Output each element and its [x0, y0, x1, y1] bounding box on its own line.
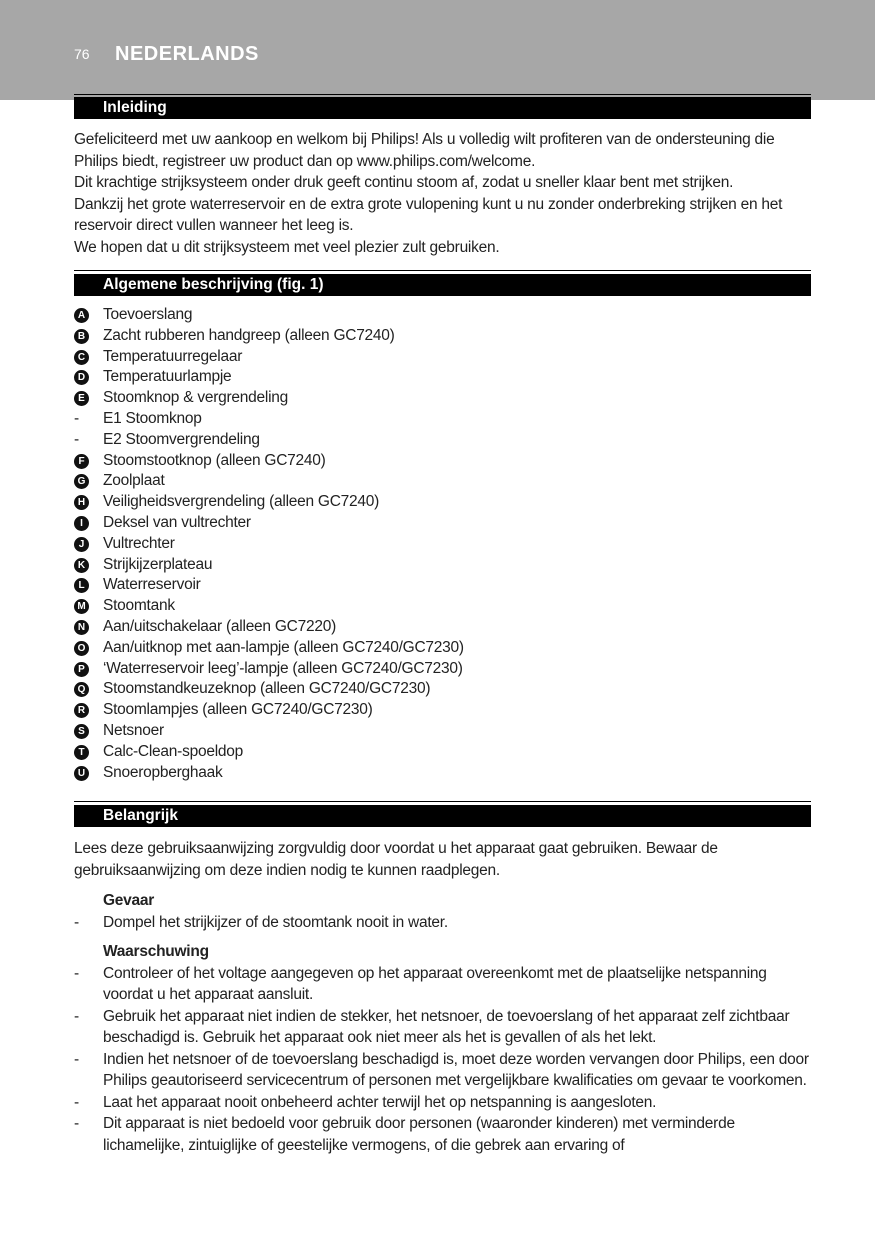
- list-item: [74, 492, 814, 513]
- part-label: Zacht rubberen handgreep (alleen GC7240): [103, 326, 395, 344]
- letter-badge-icon: T: [74, 745, 89, 760]
- list-item: [74, 1006, 814, 1049]
- part-label: Netsnoer: [103, 721, 164, 739]
- section-rule: [74, 801, 811, 802]
- list-item: [74, 700, 814, 721]
- letter-badge-icon: D: [74, 370, 89, 385]
- letter-badge-icon: H: [74, 495, 89, 510]
- part-label: Temperatuurlampje: [103, 368, 232, 386]
- dash-marker: -: [74, 1050, 79, 1068]
- letter-badge-icon: I: [74, 516, 89, 531]
- part-label: Snoeropberghaak: [103, 763, 223, 781]
- intro-paragraph: Gefeliciteerd met uw aankoop en welkom bij Philips! Als u volledig wilt profiteren van de ondersteuning die Philips biedt, registreer uw product dan op www.philips.com/welcome.: [74, 131, 775, 170]
- list-item: [74, 679, 814, 700]
- list-item: [74, 659, 814, 680]
- list-item: [74, 347, 814, 368]
- intro-paragraph: Dit krachtige strijksysteem onder druk geeft continu stoom af, zodat u sneller klaar bent met strijken.: [74, 174, 734, 191]
- danger-block: [74, 890, 814, 933]
- page-number: 76: [74, 46, 90, 62]
- parts-list: [74, 305, 814, 783]
- section-rule: [74, 94, 811, 95]
- part-label: Aan/uitknop met aan-lampje (alleen GC7240/GC7230): [103, 638, 464, 656]
- section-heading-intro: Inleiding: [74, 97, 811, 119]
- letter-badge-icon: F: [74, 454, 89, 469]
- part-label: Waterreservoir: [103, 576, 201, 594]
- section-heading-important: Belangrijk: [74, 805, 811, 827]
- dash-marker: -: [74, 430, 79, 448]
- list-item: [74, 1092, 814, 1114]
- list-item: [74, 430, 814, 451]
- list-item: [74, 575, 814, 596]
- item-text: Gebruik het apparaat niet indien de stekker, het netsnoer, de toevoerslang of het apparaat zelf zichtbaar beschadigd is. Gebruik het apparaat ook niet meer als het is gevallen of als het lekt.: [103, 1007, 790, 1046]
- intro-paragraph: Dankzij het grote waterreservoir en de extra grote vulopening kunt u nu zonder onderbreking strijken en het reservoir direct vullen wanneer het leeg is.: [74, 195, 783, 234]
- warning-block: [74, 941, 814, 1156]
- list-item: [74, 912, 814, 934]
- dash-marker: -: [74, 913, 79, 931]
- list-item: [74, 763, 814, 784]
- section-rule: [74, 270, 811, 271]
- list-item: [74, 388, 814, 409]
- part-label: ‘Waterreservoir leeg’-lampje (alleen GC7240/GC7230): [103, 659, 463, 677]
- dash-marker: -: [74, 964, 79, 982]
- list-item: [74, 1049, 814, 1092]
- item-text: Dit apparaat is niet bedoeld voor gebruik door personen (waaronder kinderen) met verminderde lichamelijke, zintuiglijke of geestelijke vermogens, of die gebrek aan ervaring of: [103, 1115, 735, 1154]
- part-label: Stoomstandkeuzeknop (alleen GC7240/GC7230): [103, 680, 431, 698]
- letter-badge-icon: K: [74, 558, 89, 573]
- letter-badge-icon: E: [74, 391, 89, 406]
- list-item: [74, 451, 814, 472]
- item-text: Controleer of het voltage aangegeven op het apparaat overeenkomt met de plaatselijke netspanning voordat u het apparaat aansluit.: [103, 964, 767, 1003]
- part-label: Stoomtank: [103, 597, 175, 615]
- letter-badge-icon: P: [74, 662, 89, 677]
- letter-badge-icon: Q: [74, 682, 89, 697]
- letter-badge-icon: J: [74, 537, 89, 552]
- list-item: [74, 1113, 814, 1156]
- list-item: [74, 534, 814, 555]
- letter-badge-icon: B: [74, 329, 89, 344]
- list-item: [74, 367, 814, 388]
- letter-badge-icon: U: [74, 766, 89, 781]
- list-item: [74, 409, 814, 430]
- letter-badge-icon: R: [74, 703, 89, 718]
- intro-text: [74, 129, 814, 258]
- letter-badge-icon: A: [74, 308, 89, 323]
- intro-paragraph: We hopen dat u dit strijksysteem met veel plezier zult gebruiken.: [74, 238, 500, 256]
- part-label: Stoomlampjes (alleen GC7240/GC7230): [103, 701, 373, 719]
- part-label: Stoomstootknop (alleen GC7240): [103, 451, 326, 469]
- dash-marker: -: [74, 1115, 79, 1132]
- item-text: Laat het apparaat nooit onbeheerd achter terwijl het op netspanning is aangesloten.: [103, 1093, 657, 1111]
- part-label: Zoolplaat: [103, 472, 165, 490]
- list-item: [74, 742, 814, 763]
- dash-marker: -: [74, 1093, 79, 1111]
- part-label: Toevoerslang: [103, 306, 193, 323]
- warning-title: Waarschuwing: [103, 943, 209, 960]
- letter-badge-icon: N: [74, 620, 89, 635]
- section-heading-description: Algemene beschrijving (fig. 1): [74, 274, 811, 296]
- list-item: [74, 638, 814, 659]
- list-item: [74, 617, 814, 638]
- letter-badge-icon: M: [74, 599, 89, 614]
- important-intro: Lees deze gebruiksaanwijzing zorgvuldig door voordat u het apparaat gaat gebruiken. Bewaar de gebruiksaanwijzing om deze indien nodig te kunnen raadplegen.: [74, 840, 718, 879]
- part-label: E1 Stoomknop: [103, 409, 202, 427]
- letter-badge-icon: O: [74, 641, 89, 656]
- list-item: [74, 555, 814, 576]
- list-item: [74, 963, 814, 1006]
- part-label: Vultrechter: [103, 534, 175, 552]
- warning-list: [74, 963, 814, 1157]
- part-label: Calc-Clean-spoeldop: [103, 742, 243, 760]
- dash-marker: -: [74, 1007, 79, 1025]
- language-title: NEDERLANDS: [115, 43, 259, 65]
- part-label: Deksel van vultrechter: [103, 513, 251, 531]
- list-item: [74, 596, 814, 617]
- list-item: [74, 326, 814, 347]
- dash-marker: -: [74, 409, 79, 427]
- part-label: Aan/uitschakelaar (alleen GC7220): [103, 617, 336, 635]
- danger-list: [74, 912, 814, 934]
- list-item: [74, 305, 814, 326]
- list-item: [74, 513, 814, 534]
- item-text: Dompel het strijkijzer of de stoomtank nooit in water.: [103, 913, 448, 931]
- part-label: Stoomknop & vergrendeling: [103, 389, 289, 407]
- letter-badge-icon: G: [74, 474, 89, 489]
- letter-badge-icon: C: [74, 350, 89, 365]
- letter-badge-icon: S: [74, 724, 89, 739]
- list-item: [74, 471, 814, 492]
- part-label: E2 Stoomvergrendeling: [103, 430, 260, 448]
- part-label: Veiligheidsvergrendeling (alleen GC7240): [103, 493, 380, 511]
- danger-title: Gevaar: [103, 892, 155, 909]
- part-label: Temperatuurregelaar: [103, 347, 243, 365]
- part-label: Strijkijzerplateau: [103, 555, 213, 573]
- list-item: [74, 721, 814, 742]
- item-text: Indien het netsnoer of de toevoerslang beschadigd is, moet deze worden vervangen door Philips, een door Philips geautoriseerd servicecentrum of personen met vergelijkbare kwalificaties om gevaar te voorkomen.: [103, 1050, 809, 1089]
- letter-badge-icon: L: [74, 578, 89, 593]
